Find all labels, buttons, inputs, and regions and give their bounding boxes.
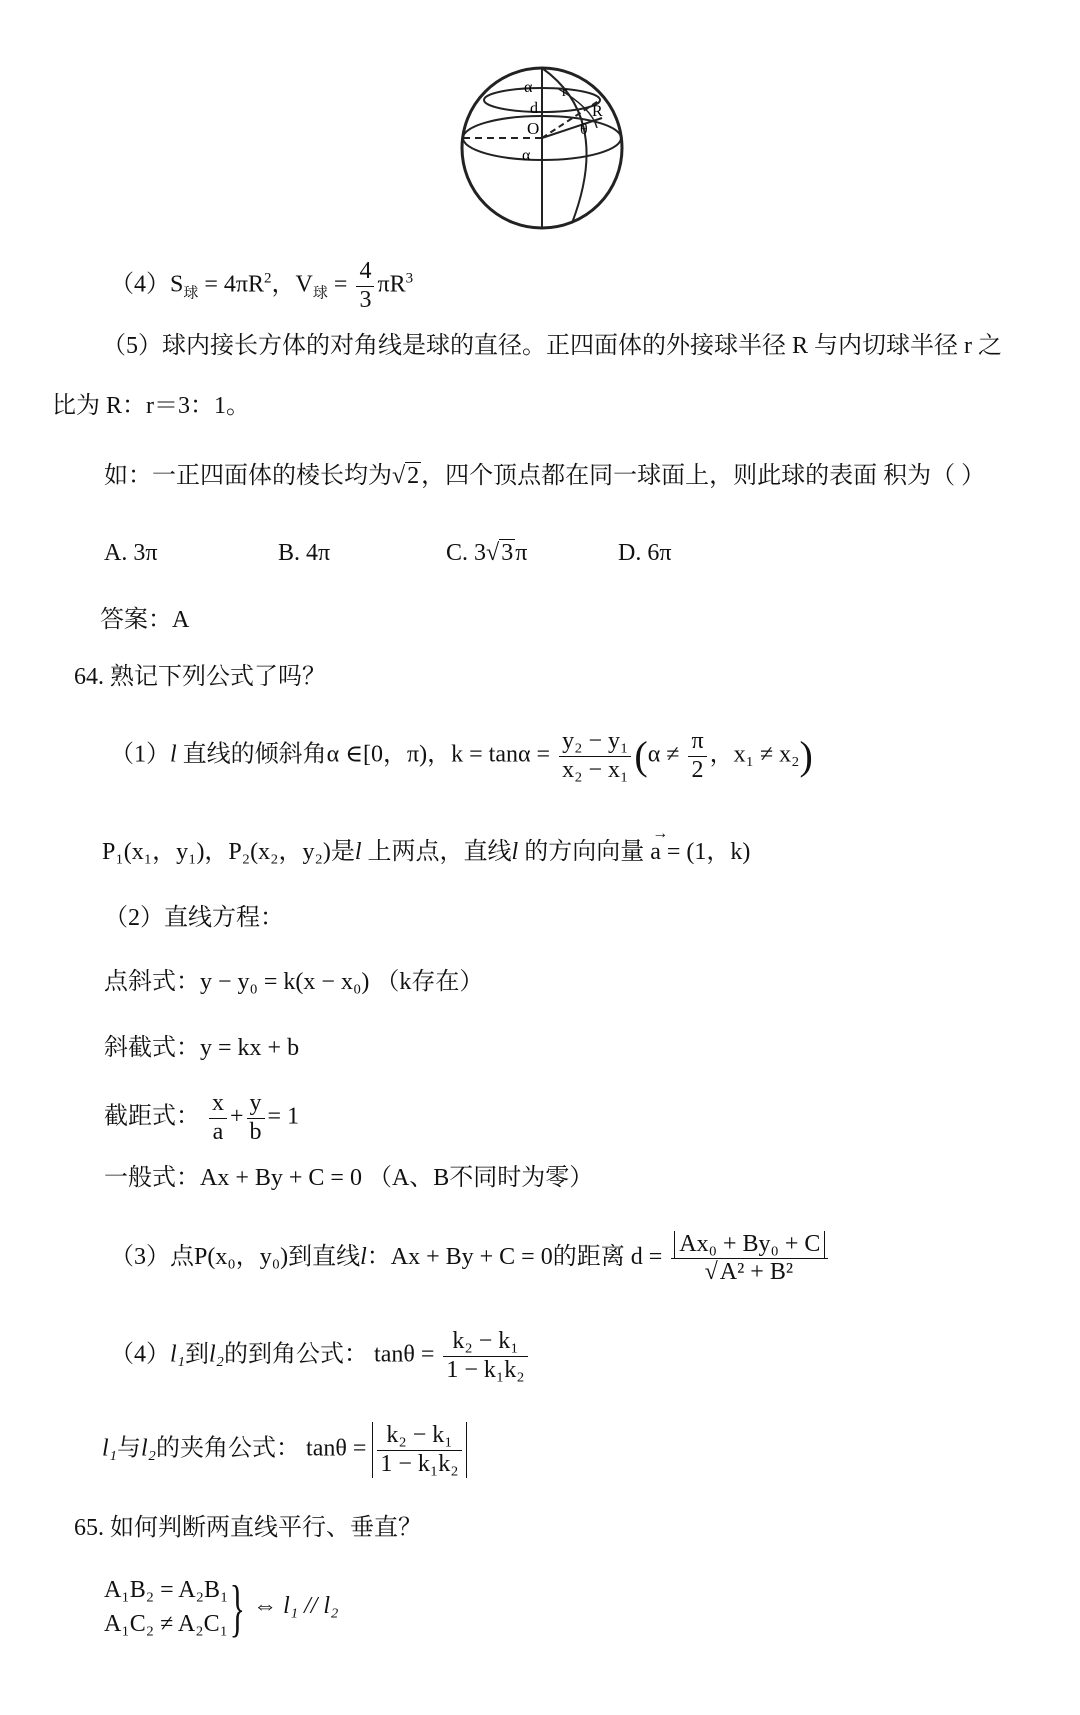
- slope-cond-b: ，x₁ ≠ x₂: [709, 741, 800, 768]
- points-d: = (1，k): [660, 839, 751, 865]
- sphere-label-r: r: [562, 84, 567, 100]
- slope-lead: （1）: [110, 741, 170, 768]
- parallel-conclusion: ⇔ l₁ // l₂: [253, 1593, 339, 1620]
- slope-formula: （1）l 直线的倾斜角α ∈[0，π)，k = tanα = $\frac{\text{y₂ − y₁}}{\text{x₂ − x₁}}$ (α ≠ $\frac{\pi}{2}$ ，x₁ ≠ x₂): [110, 728, 813, 783]
- angle-to-den: 1 − k₁k₂: [446, 1356, 525, 1383]
- points-l1: l: [354, 839, 362, 865]
- intercept-b: b: [249, 1118, 262, 1145]
- angle-to-l2: l₂: [209, 1341, 225, 1368]
- sphere-label-R: R: [592, 103, 603, 120]
- distance-a: （3）点P(x₀，y₀)到直线: [110, 1243, 361, 1270]
- intercept-x-frac: [209, 1090, 227, 1146]
- angle-to-fraction: [443, 1328, 527, 1384]
- parallel-cond-1: A₁B₂ = A₂B₁: [104, 1577, 229, 1603]
- surface-sub: 球: [183, 285, 199, 302]
- volume-exp: 3: [405, 270, 414, 287]
- general-form: 一般式：Ax + By + C = 0 （A、B不同时为零）: [104, 1165, 594, 1191]
- distance-b: ：Ax + By + C = 0的距离 d =: [366, 1243, 663, 1270]
- option-c-radicand: 3: [501, 540, 514, 566]
- sphere-label-O: O: [527, 119, 540, 138]
- volume-eq: =: [333, 271, 348, 298]
- distance-l: l: [360, 1243, 367, 1270]
- volume-sub: 球: [312, 285, 328, 302]
- parallel-cond-2: A₁C₂ ≠ A₂C₁: [104, 1610, 228, 1637]
- points-l2: l: [511, 839, 519, 865]
- angle-to-a: （4）: [110, 1341, 170, 1368]
- sphere-label-alpha-bottom: α: [522, 147, 531, 164]
- volume-num: 4: [356, 258, 374, 287]
- angle-between-num: k₂ − k₁: [377, 1422, 461, 1451]
- slope-num: y₂ − y₁: [559, 728, 631, 757]
- volume-symbol: ，V: [271, 271, 313, 298]
- example-suffix: ，四个顶点都在同一球面上，则此球的表面 积为（ ）: [421, 463, 986, 489]
- option-d: D. 6π: [618, 540, 672, 566]
- volume-tail: πR: [377, 271, 406, 298]
- point-slope-form: 点斜式：y − y₀ = k(x − x₀) （k存在）: [104, 969, 484, 995]
- surface-symbol: S: [170, 271, 184, 298]
- angle-to-num: k₂ − k₁: [443, 1328, 527, 1357]
- distance-formula: [110, 1230, 831, 1287]
- sphere-label-alpha-top: α: [524, 79, 533, 96]
- item5-line2: 比为 R：r＝3：1。: [52, 393, 250, 419]
- angle-between-l1: l₁: [102, 1435, 118, 1462]
- pi-num: π: [688, 728, 706, 757]
- item5-line1: （5）球内接长方体的对角线是球的直径。正四面体的外接球半径 R 与内切球半径 r 之: [102, 333, 1002, 359]
- angle-between-mid: 与: [117, 1435, 142, 1462]
- option-c-tail: π: [515, 540, 528, 566]
- option-c-lead: C. 3: [446, 540, 487, 566]
- line-eq-title: （2）直线方程：: [104, 905, 284, 931]
- angle-between-abs: [372, 1422, 466, 1478]
- answer: 答案：A: [100, 607, 190, 633]
- option-c: C. 3√3π: [446, 540, 528, 566]
- intercept-eq: = 1: [267, 1103, 300, 1130]
- item4-label: （4）: [110, 271, 170, 298]
- distance-den: A² + B²: [719, 1259, 794, 1286]
- angle-between-b: 的夹角公式： tanθ =: [156, 1435, 367, 1462]
- volume-fraction: [356, 258, 374, 314]
- intercept-y-frac: [247, 1090, 265, 1146]
- slope-intercept-form: 斜截式：y = kx + b: [104, 1035, 300, 1061]
- intercept-label: 截距式：: [104, 1103, 200, 1130]
- slope-cond-a: α ≠: [647, 741, 680, 768]
- angle-between-formula: [102, 1422, 467, 1478]
- distance-fraction: $\frac{\text{Ax₀ + By₀ + C}}{\text{√A² + B²}}$: [671, 1230, 828, 1287]
- points-direction: P₁(x₁，y₁)，P₂(x₂，y₂)是l 上两点，直线l 的方向向量 → a = (1，k): [102, 825, 751, 865]
- right-brace: }: [230, 1571, 246, 1643]
- intercept-plus: +: [230, 1103, 244, 1130]
- surface-exp: 2: [264, 270, 272, 287]
- slope-fraction: [559, 728, 631, 784]
- sphere-diagram: [452, 58, 632, 238]
- sphere-formula-line: [110, 258, 413, 314]
- sphere-label-theta: θ: [580, 121, 588, 138]
- angle-between-den: 1 − k₁k₂: [380, 1450, 459, 1477]
- slope-text: 直线的倾斜角α ∈: [176, 741, 364, 768]
- example-prefix: 如：一正四面体的棱长均为: [104, 463, 392, 489]
- sphere-label-d: d: [530, 100, 538, 117]
- intercept-x: x: [209, 1090, 227, 1119]
- angle-to-mid: 到: [185, 1341, 210, 1368]
- distance-num: Ax₀ + By₀ + C: [674, 1231, 825, 1259]
- surface-rhs: = 4πR: [204, 271, 265, 298]
- pi-half: [688, 728, 706, 784]
- angle-to-formula: [110, 1328, 531, 1384]
- example-radicand: 2: [407, 463, 420, 489]
- q65-title: 65. 如何判断两直线平行、垂直？: [74, 1515, 422, 1541]
- slope-interval: [0，π)，k = tanα =: [363, 741, 551, 768]
- volume-den: 3: [359, 286, 372, 313]
- pi-den: 2: [691, 756, 704, 783]
- intercept-a: a: [212, 1118, 224, 1145]
- angle-between-l2: l₂: [141, 1435, 157, 1462]
- parallel-conditions: [104, 1571, 339, 1643]
- option-a: A. 3π: [104, 540, 158, 566]
- q64-title: 64. 熟记下列公式了吗？: [74, 664, 326, 690]
- points-a: P₁(x₁，y₁)，P₂(x₂，y₂)是: [102, 839, 355, 865]
- angle-to-b: 的到角公式： tanθ =: [224, 1341, 435, 1368]
- slope-l: l: [170, 741, 177, 768]
- option-b: B. 4π: [278, 540, 331, 566]
- intercept-form: [104, 1090, 299, 1146]
- example-question: 如：一正四面体的棱长均为√2，四个顶点都在同一球面上，则此球的表面 积为（ ）: [104, 463, 986, 489]
- slope-den: x₂ − x₁: [562, 756, 629, 783]
- points-b: 上两点，直线: [361, 839, 512, 865]
- angle-to-l1: l₁: [170, 1341, 186, 1368]
- vector-a: a: [650, 839, 661, 865]
- points-c: 的方向向量: [518, 839, 651, 865]
- intercept-y: y: [247, 1090, 265, 1119]
